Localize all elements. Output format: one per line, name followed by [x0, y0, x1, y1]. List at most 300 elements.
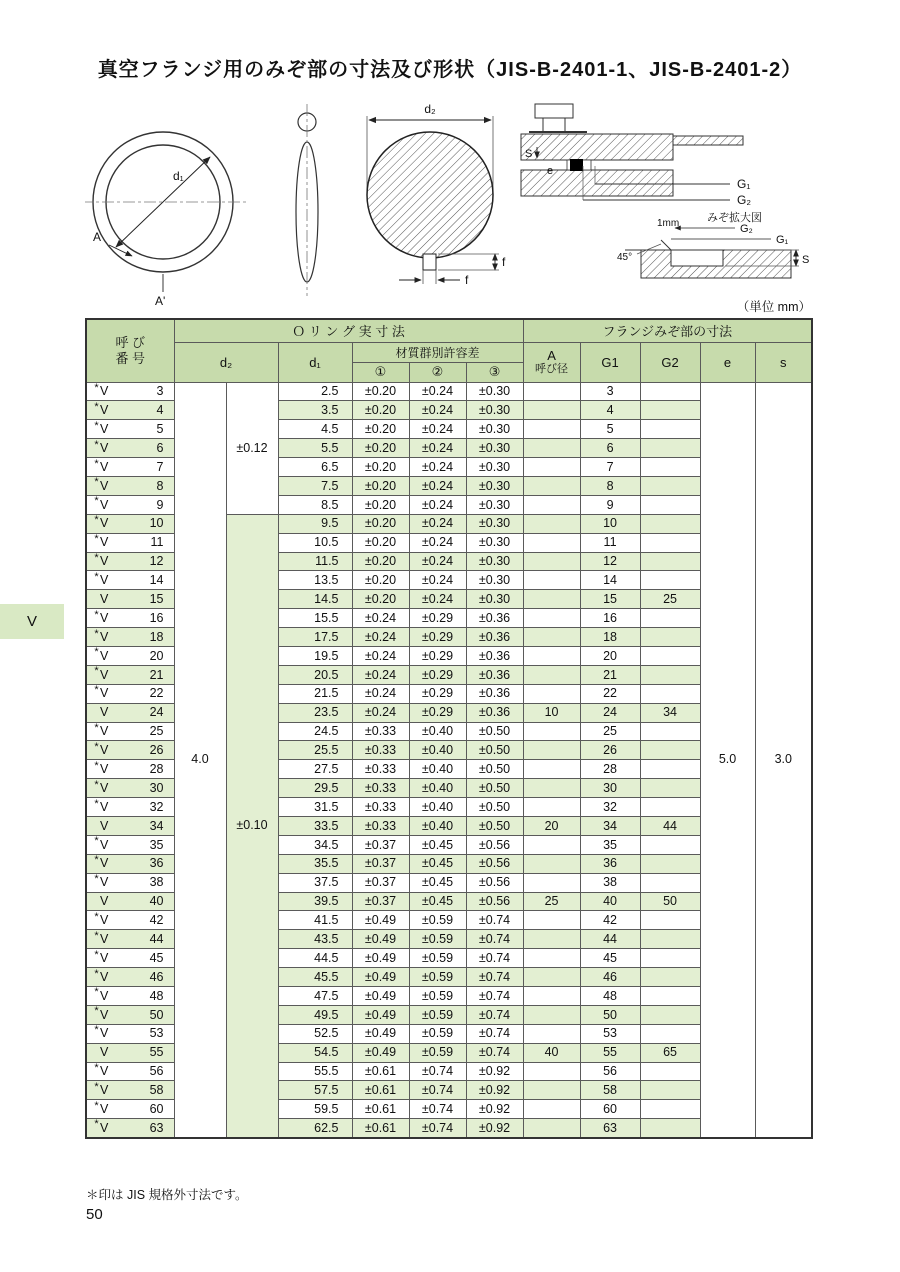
table-body [86, 382, 812, 1138]
d1-cell: 6.5 [278, 458, 352, 477]
tolerance-2-cell: ±0.24 [409, 514, 466, 533]
tolerance-1-cell: ±0.24 [352, 703, 409, 722]
tolerance-3-cell: ±0.30 [466, 571, 523, 590]
a-nominal-cell [523, 1024, 580, 1043]
g1-cell: 22 [580, 684, 640, 703]
designation-cell: * V 3 [86, 382, 174, 401]
tolerance-2-cell: ±0.24 [409, 401, 466, 420]
d1-cell: 54.5 [278, 1043, 352, 1062]
d1-dimension-label: d₁ [173, 169, 184, 183]
g1-cell: 46 [580, 968, 640, 987]
g1-cell: 14 [580, 571, 640, 590]
a-nominal-cell [523, 1005, 580, 1024]
d2-tolerance-cell: ±0.12 [226, 382, 278, 514]
d1-cell: 7.5 [278, 476, 352, 495]
header-tolerance-2: ② [409, 362, 466, 382]
g1-cell: 40 [580, 892, 640, 911]
designation-cell: * V 50 [86, 1005, 174, 1024]
tolerance-1-cell: ±0.49 [352, 1005, 409, 1024]
g1-cell: 35 [580, 835, 640, 854]
tolerance-3-cell: ±0.74 [466, 930, 523, 949]
a-nominal-cell [523, 873, 580, 892]
g2-cell [640, 949, 700, 968]
designation-cell: * V 7 [86, 458, 174, 477]
non-jis-star-mark: * [94, 721, 99, 734]
tolerance-1-cell: ±0.20 [352, 458, 409, 477]
tolerance-1-cell: ±0.20 [352, 514, 409, 533]
non-jis-star-mark: * [94, 873, 99, 886]
g2-cell [640, 684, 700, 703]
tolerance-2-cell: ±0.45 [409, 835, 466, 854]
tolerance-3-cell: ±0.36 [466, 609, 523, 628]
a-nominal-cell [523, 476, 580, 495]
g1-cell: 21 [580, 665, 640, 684]
a-nominal-cell [523, 760, 580, 779]
g1-cell: 48 [580, 987, 640, 1006]
header-a-line2: 呼び径 [535, 363, 569, 376]
tolerance-2-cell: ±0.74 [409, 1119, 466, 1138]
non-jis-star-mark: * [94, 759, 99, 772]
g2-dimension-label: G₂ [737, 193, 751, 207]
non-jis-star-mark: * [94, 551, 99, 564]
header-g2: G2 [640, 342, 700, 382]
tolerance-2-cell: ±0.59 [409, 1005, 466, 1024]
g2-cell: 34 [640, 703, 700, 722]
one-mm-label: 1mm [657, 218, 680, 229]
d1-cell: 19.5 [278, 646, 352, 665]
tolerance-2-cell: ±0.59 [409, 911, 466, 930]
table-header [86, 319, 812, 382]
tolerance-2-cell: ±0.29 [409, 646, 466, 665]
header-g1: G1 [580, 342, 640, 382]
tolerance-1-cell: ±0.24 [352, 684, 409, 703]
g1-cell: 4 [580, 401, 640, 420]
designation-cell: * V 21 [86, 665, 174, 684]
tolerance-3-cell: ±0.92 [466, 1081, 523, 1100]
tolerance-2-cell: ±0.24 [409, 571, 466, 590]
d1-cell: 37.5 [278, 873, 352, 892]
page-number: 50 [86, 1206, 103, 1223]
e-value-cell: 5.0 [700, 382, 755, 1138]
g2-cell [640, 628, 700, 647]
tolerance-2-cell: ±0.59 [409, 987, 466, 1006]
a-nominal-cell: 20 [523, 816, 580, 835]
tolerance-3-cell: ±0.36 [466, 665, 523, 684]
designation-cell: V 15 [86, 590, 174, 609]
tolerance-2-cell: ±0.45 [409, 892, 466, 911]
g2-cell [640, 930, 700, 949]
tolerance-3-cell: ±0.30 [466, 476, 523, 495]
non-jis-star-mark: * [94, 1062, 99, 1074]
g2-cell [640, 987, 700, 1006]
non-jis-star-mark: * [94, 1080, 99, 1093]
d1-cell: 43.5 [278, 930, 352, 949]
g1-cell: 3 [580, 382, 640, 401]
a-nominal-cell: 25 [523, 892, 580, 911]
tolerance-1-cell: ±0.33 [352, 722, 409, 741]
non-jis-star-mark: * [94, 457, 99, 470]
g1-cell: 36 [580, 854, 640, 873]
tolerance-1-cell: ±0.37 [352, 854, 409, 873]
tolerance-2-cell: ±0.59 [409, 930, 466, 949]
a-nominal-cell [523, 458, 580, 477]
tolerance-2-cell: ±0.74 [409, 1100, 466, 1119]
d1-cell: 52.5 [278, 1024, 352, 1043]
tolerance-2-cell: ±0.59 [409, 1024, 466, 1043]
tolerance-1-cell: ±0.37 [352, 873, 409, 892]
d1-cell: 20.5 [278, 665, 352, 684]
non-jis-star-mark: * [94, 1118, 99, 1131]
non-jis-star-mark: * [94, 646, 99, 659]
designation-cell: * V 45 [86, 949, 174, 968]
unit-label: （単位 mm） [736, 300, 811, 314]
oring-side-view [296, 104, 318, 296]
detail-g1-label: G₁ [776, 234, 789, 246]
non-jis-star-mark: * [94, 854, 99, 867]
g1-cell: 16 [580, 609, 640, 628]
a-nominal-cell [523, 609, 580, 628]
tolerance-1-cell: ±0.37 [352, 835, 409, 854]
g1-cell: 7 [580, 458, 640, 477]
g1-cell: 34 [580, 816, 640, 835]
tolerance-3-cell: ±0.30 [466, 401, 523, 420]
g1-cell: 63 [580, 1119, 640, 1138]
non-jis-star-mark: * [94, 608, 99, 621]
a-nominal-cell [523, 1062, 580, 1081]
tolerance-2-cell: ±0.29 [409, 703, 466, 722]
tolerance-1-cell: ±0.49 [352, 949, 409, 968]
d1-cell: 2.5 [278, 382, 352, 401]
designation-cell: * V 18 [86, 628, 174, 647]
g1-cell: 38 [580, 873, 640, 892]
tolerance-1-cell: ±0.33 [352, 760, 409, 779]
designation-cell: * V 25 [86, 722, 174, 741]
a-nominal-cell [523, 420, 580, 439]
tolerance-1-cell: ±0.20 [352, 552, 409, 571]
a-nominal-cell [523, 590, 580, 609]
tolerance-3-cell: ±0.56 [466, 892, 523, 911]
header-flange-group: フランジみぞ部の寸法 [523, 319, 812, 342]
g1-cell: 45 [580, 949, 640, 968]
a-nominal-cell [523, 968, 580, 987]
tolerance-1-cell: ±0.61 [352, 1119, 409, 1138]
header-designation-line1: 呼 び [115, 335, 146, 351]
a-nominal-cell [523, 1081, 580, 1100]
non-jis-star-mark: * [94, 400, 99, 413]
tolerance-1-cell: ±0.49 [352, 1043, 409, 1062]
tolerance-1-cell: ±0.49 [352, 911, 409, 930]
d1-cell: 41.5 [278, 911, 352, 930]
a-nominal-cell [523, 798, 580, 817]
header-s: s [755, 342, 812, 382]
tolerance-3-cell: ±0.92 [466, 1100, 523, 1119]
non-jis-star-mark: * [94, 910, 99, 923]
tolerance-3-cell: ±0.30 [466, 439, 523, 458]
non-jis-star-mark: * [94, 967, 99, 980]
g1-cell: 53 [580, 1024, 640, 1043]
tolerance-3-cell: ±0.50 [466, 798, 523, 817]
tolerance-3-cell: ±0.50 [466, 722, 523, 741]
g2-cell [640, 382, 700, 401]
a-nominal-cell [523, 741, 580, 760]
tolerance-2-cell: ±0.29 [409, 684, 466, 703]
a-nominal-cell [523, 646, 580, 665]
d1-cell: 5.5 [278, 439, 352, 458]
d1-cell: 45.5 [278, 968, 352, 987]
tolerance-1-cell: ±0.20 [352, 590, 409, 609]
designation-cell: * V 6 [86, 439, 174, 458]
tolerance-2-cell: ±0.59 [409, 949, 466, 968]
tolerance-3-cell: ±0.30 [466, 458, 523, 477]
g1-cell: 30 [580, 779, 640, 798]
tolerance-3-cell: ±0.74 [466, 911, 523, 930]
designation-cell: * V 30 [86, 779, 174, 798]
g2-cell: 44 [640, 816, 700, 835]
s-value-cell: 3.0 [755, 382, 812, 1138]
a-nominal-cell [523, 665, 580, 684]
tolerance-2-cell: ±0.24 [409, 458, 466, 477]
header-tolerance-1: ① [352, 362, 409, 382]
tolerance-3-cell: ±0.30 [466, 533, 523, 552]
g2-cell [640, 665, 700, 684]
a-prime-section-label: A' [155, 294, 166, 308]
a-nominal-cell: 40 [523, 1043, 580, 1062]
tolerance-2-cell: ±0.24 [409, 476, 466, 495]
g1-cell: 25 [580, 722, 640, 741]
tolerance-3-cell: ±0.74 [466, 1043, 523, 1062]
d1-cell: 3.5 [278, 401, 352, 420]
a-nominal-cell: 10 [523, 703, 580, 722]
tolerance-3-cell: ±0.56 [466, 835, 523, 854]
a-nominal-cell [523, 987, 580, 1006]
designation-cell: * V 26 [86, 741, 174, 760]
d1-cell: 11.5 [278, 552, 352, 571]
tolerance-2-cell: ±0.29 [409, 665, 466, 684]
a-nominal-cell [523, 401, 580, 420]
tolerance-1-cell: ±0.20 [352, 533, 409, 552]
tolerance-1-cell: ±0.20 [352, 420, 409, 439]
g1-dimension-label: G₁ [737, 177, 751, 191]
tolerance-2-cell: ±0.40 [409, 816, 466, 835]
tolerance-2-cell: ±0.74 [409, 1062, 466, 1081]
d1-cell: 23.5 [278, 703, 352, 722]
a-nominal-cell [523, 571, 580, 590]
a-nominal-cell [523, 439, 580, 458]
tolerance-2-cell: ±0.24 [409, 382, 466, 401]
g2-cell [640, 458, 700, 477]
designation-cell: V 55 [86, 1043, 174, 1062]
g2-cell [640, 1081, 700, 1100]
non-jis-star-mark: * [94, 570, 99, 583]
d1-cell: 57.5 [278, 1081, 352, 1100]
a-nominal-cell [523, 854, 580, 873]
tolerance-3-cell: ±0.30 [466, 552, 523, 571]
designation-cell: * V 53 [86, 1024, 174, 1043]
non-jis-star-mark: * [94, 797, 99, 810]
tolerance-2-cell: ±0.24 [409, 420, 466, 439]
d1-cell: 35.5 [278, 854, 352, 873]
tolerance-1-cell: ±0.24 [352, 628, 409, 647]
g2-cell [640, 1100, 700, 1119]
tolerance-2-cell: ±0.24 [409, 495, 466, 514]
tolerance-1-cell: ±0.33 [352, 816, 409, 835]
header-designation [86, 319, 174, 382]
header-e: e [700, 342, 755, 382]
non-jis-star-mark: * [94, 419, 99, 432]
designation-cell: V 24 [86, 703, 174, 722]
g2-cell [640, 495, 700, 514]
a-nominal-cell [523, 930, 580, 949]
d1-cell: 47.5 [278, 987, 352, 1006]
g2-cell [640, 911, 700, 930]
g2-cell [640, 514, 700, 533]
designation-cell: * V 16 [86, 609, 174, 628]
d1-cell: 33.5 [278, 816, 352, 835]
designation-cell: * V 32 [86, 798, 174, 817]
non-jis-star-mark: * [94, 740, 99, 753]
tolerance-2-cell: ±0.74 [409, 1081, 466, 1100]
d1-cell: 34.5 [278, 835, 352, 854]
tolerance-3-cell: ±0.50 [466, 779, 523, 798]
tolerance-3-cell: ±0.36 [466, 684, 523, 703]
tolerance-1-cell: ±0.33 [352, 798, 409, 817]
header-d1: d₁ [278, 342, 352, 382]
g1-cell: 32 [580, 798, 640, 817]
g1-cell: 11 [580, 533, 640, 552]
tolerance-2-cell: ±0.45 [409, 854, 466, 873]
designation-cell: * V 10 [86, 514, 174, 533]
f-dimension-label: f [465, 273, 469, 287]
g2-cell [640, 439, 700, 458]
d2-value-cell: 4.0 [174, 382, 226, 1138]
a-nominal-cell [523, 684, 580, 703]
technical-diagrams [85, 100, 815, 308]
d1-cell: 62.5 [278, 1119, 352, 1138]
tolerance-3-cell: ±0.50 [466, 816, 523, 835]
g1-cell: 26 [580, 741, 640, 760]
tolerance-3-cell: ±0.30 [466, 495, 523, 514]
non-jis-star-mark: * [94, 381, 99, 394]
tolerance-1-cell: ±0.37 [352, 892, 409, 911]
tolerance-3-cell: ±0.36 [466, 646, 523, 665]
table-row [86, 382, 812, 401]
tolerance-3-cell: ±0.30 [466, 590, 523, 609]
tolerance-1-cell: ±0.49 [352, 930, 409, 949]
tolerance-2-cell: ±0.40 [409, 779, 466, 798]
non-jis-star-mark: * [94, 1005, 99, 1018]
non-jis-star-mark: * [94, 665, 99, 678]
non-jis-star-mark: * [94, 476, 99, 489]
footnote: ＊印は JIS 規格外寸法です。 [86, 1188, 248, 1202]
a-nominal-cell [523, 911, 580, 930]
g1-cell: 44 [580, 930, 640, 949]
side-tab-v: V [0, 604, 64, 639]
g2-cell [640, 968, 700, 987]
header-d2: d₂ [174, 342, 278, 382]
tolerance-3-cell: ±0.92 [466, 1062, 523, 1081]
tolerance-3-cell: ±0.56 [466, 854, 523, 873]
a-nominal-cell [523, 835, 580, 854]
g2-cell [640, 552, 700, 571]
header-oring-group: Ｏ リ ン グ 実 寸 法 [174, 319, 523, 342]
g2-cell: 50 [640, 892, 700, 911]
designation-cell: * V 4 [86, 401, 174, 420]
designation-cell: * V 9 [86, 495, 174, 514]
tolerance-2-cell: ±0.59 [409, 968, 466, 987]
tolerance-3-cell: ±0.50 [466, 760, 523, 779]
designation-cell: * V 63 [86, 1119, 174, 1138]
tolerance-2-cell: ±0.59 [409, 1043, 466, 1062]
a-nominal-cell [523, 495, 580, 514]
dimension-table [85, 318, 813, 1139]
d1-cell: 55.5 [278, 1062, 352, 1081]
tolerance-2-cell: ±0.40 [409, 722, 466, 741]
tolerance-1-cell: ±0.61 [352, 1081, 409, 1100]
tolerance-1-cell: ±0.49 [352, 1024, 409, 1043]
g2-cell [640, 533, 700, 552]
tolerance-2-cell: ±0.24 [409, 533, 466, 552]
non-jis-star-mark: * [94, 948, 99, 961]
g2-cell [640, 873, 700, 892]
f-dimension-label-2: f [502, 255, 506, 269]
designation-cell: * V 14 [86, 571, 174, 590]
g1-cell: 24 [580, 703, 640, 722]
d1-cell: 8.5 [278, 495, 352, 514]
tolerance-1-cell: ±0.33 [352, 779, 409, 798]
designation-cell: * V 46 [86, 968, 174, 987]
g2-cell [640, 476, 700, 495]
non-jis-star-mark: * [94, 514, 99, 527]
non-jis-star-mark: * [94, 929, 99, 942]
g2-cell: 25 [640, 590, 700, 609]
g1-cell: 12 [580, 552, 640, 571]
tolerance-2-cell: ±0.29 [409, 609, 466, 628]
d1-cell: 39.5 [278, 892, 352, 911]
g1-cell: 6 [580, 439, 640, 458]
d1-cell: 14.5 [278, 590, 352, 609]
tolerance-2-cell: ±0.24 [409, 439, 466, 458]
designation-cell: * V 22 [86, 684, 174, 703]
tolerance-1-cell: ±0.20 [352, 495, 409, 514]
tolerance-3-cell: ±0.56 [466, 873, 523, 892]
g2-cell [640, 420, 700, 439]
d1-cell: 21.5 [278, 684, 352, 703]
d1-cell: 15.5 [278, 609, 352, 628]
g2-cell [640, 854, 700, 873]
g2-cell [640, 609, 700, 628]
tolerance-1-cell: ±0.20 [352, 401, 409, 420]
tolerance-1-cell: ±0.20 [352, 476, 409, 495]
g1-cell: 8 [580, 476, 640, 495]
a-nominal-cell [523, 552, 580, 571]
designation-cell: * V 60 [86, 1100, 174, 1119]
tolerance-1-cell: ±0.20 [352, 571, 409, 590]
tolerance-2-cell: ±0.40 [409, 741, 466, 760]
designation-cell: * V 20 [86, 646, 174, 665]
header-tolerance-3: ③ [466, 362, 523, 382]
a-nominal-cell [523, 722, 580, 741]
designation-cell: * V 5 [86, 420, 174, 439]
designation-cell: * V 56 [86, 1062, 174, 1081]
tolerance-1-cell: ±0.49 [352, 987, 409, 1006]
g2-cell [640, 571, 700, 590]
g1-cell: 60 [580, 1100, 640, 1119]
a-nominal-cell [523, 628, 580, 647]
g1-cell: 58 [580, 1081, 640, 1100]
designation-cell: * V 38 [86, 873, 174, 892]
non-jis-star-mark: * [94, 533, 99, 546]
tolerance-3-cell: ±0.74 [466, 968, 523, 987]
